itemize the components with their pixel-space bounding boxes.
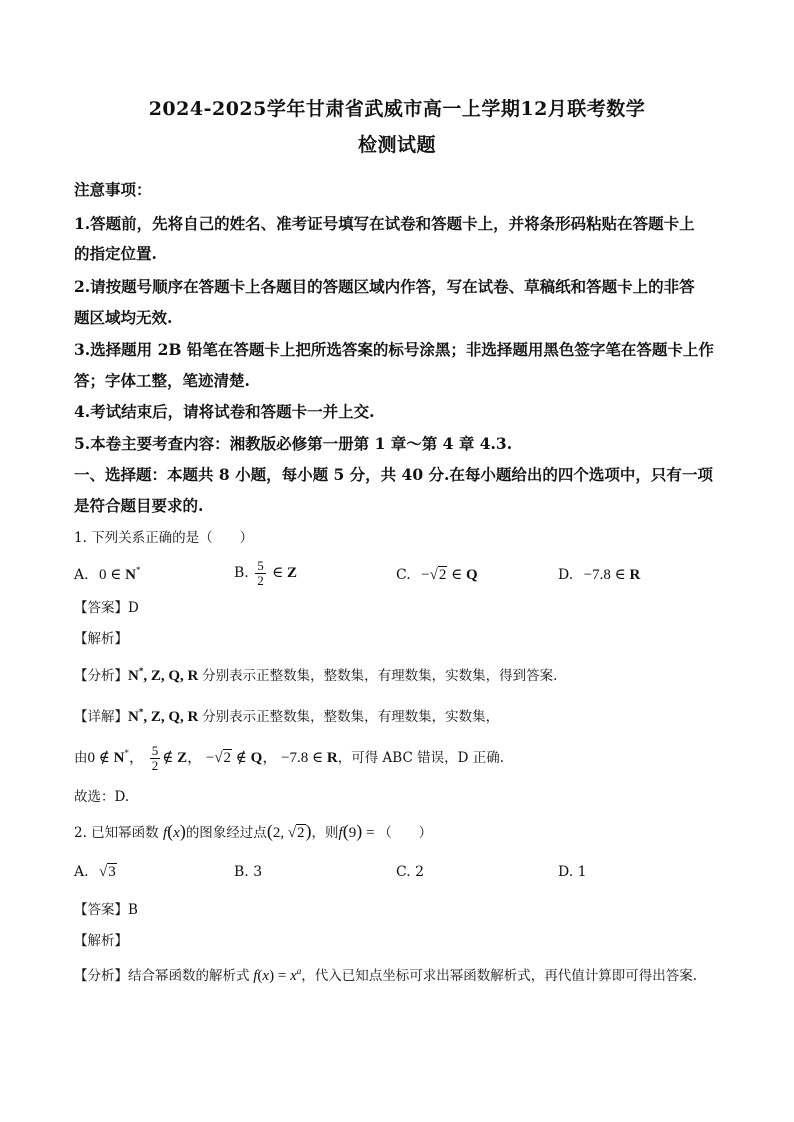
note-1-line-2: 的指定位置. — [74, 244, 157, 263]
q2-point-formula: (2, √2) — [266, 821, 312, 841]
question-2-analysis-heading: 【解析】 — [74, 933, 128, 949]
q2-option-a-label: A. — [74, 864, 89, 880]
q2-function-formula: f(x) — [162, 821, 186, 841]
q2-stem-mid: 的图象经过点 — [185, 825, 267, 841]
q2-fenxi-text: ，代入已知点坐标可求出幂函数解析式，再代值计算即可得出答案. — [301, 968, 698, 984]
question-1-fenxi — [74, 666, 724, 686]
option-b-fraction: $\frac{5}{2}$ — [257, 557, 264, 588]
fenxi-text: 分别表示正整数集，整数集，有理数集，实数集，得到答案. — [202, 668, 558, 684]
note-2-line-2: 题区域均无效. — [74, 308, 173, 327]
q2-fenxi-prefix: 结合幂函数的解析式 — [128, 968, 250, 984]
question-1-conclusion: 故选：D. — [74, 789, 130, 805]
option-d-label: D. — [558, 567, 574, 583]
q2-fenxi-tag: 【分析】 — [74, 968, 128, 984]
option-b-label: B. — [234, 565, 249, 581]
option-a-label: A. — [74, 567, 89, 583]
question-1-option-c — [396, 565, 478, 584]
notes-heading: 注意事项： — [74, 180, 152, 199]
q2-stem-end: （ ） — [378, 825, 433, 841]
question-1-option-d — [558, 565, 640, 584]
question-1-xiangjie — [74, 707, 724, 727]
option-b-formula: ∈ Z — [272, 565, 298, 581]
question-2-fenxi — [74, 966, 724, 986]
question-2-stem — [74, 821, 724, 843]
question-2-answer: 【答案】B — [74, 902, 138, 918]
fenxi-sets-formula: N*, Z, Q, R — [128, 666, 203, 684]
xiangjie-text: 分别表示正整数集，整数集，有理数集，实数集， — [202, 709, 500, 725]
q2-stem-prefix: 2. 已知幂函数 — [74, 825, 159, 841]
note-1-line-1: 1.答题前，先将自己的姓名、准考证号填写在试卷和答题卡上，并将条形码粘贴在答题卡上 — [74, 214, 695, 233]
document-title: 2024-2025学年甘肃省武威市高一上学期12月联考数学 — [148, 98, 646, 120]
q2-power-function-formula: $f(x) = x^a$ — [253, 966, 302, 984]
question-1-stem: 1. 下列关系正确的是（ ） — [74, 530, 254, 546]
derivation-suffix: ，可得 ABC 错误，D 正确. — [337, 750, 504, 766]
document-subtitle: 检测试题 — [357, 134, 436, 156]
question-1-option-b — [234, 551, 297, 588]
question-2-option-b: B. 3 — [234, 864, 263, 880]
q2-option-a-formula: √3 — [99, 864, 116, 880]
derivation-formula: 0 ∉ N*， $\frac{5}{2}$ ∉ Z， −√2 ∉ Q， −7.8 ∈ R — [87, 743, 338, 774]
xiangjie-sets-formula: N*, Z, Q, R — [128, 707, 203, 725]
question-2-option-d: D. 1 — [558, 864, 587, 880]
note-2-line-1: 2.请按题号顺序在答题卡上各题目的答题区域内作答，写在试卷、草稿纸和答题卡上的非答 — [74, 277, 695, 296]
note-5: 5.本卷主要考查内容：湘教版必修第一册第 1 章～第 4 章 4.3. — [74, 434, 513, 453]
question-1-option-a — [74, 565, 140, 584]
option-a-formula: 0 ∈ N* — [99, 565, 141, 583]
fenxi-tag: 【分析】 — [74, 668, 128, 684]
note-3-line-2: 答；字体工整，笔迹清楚. — [74, 371, 250, 390]
option-c-label: C. — [396, 567, 411, 583]
q2-query-formula: f(9) = — [338, 821, 379, 841]
question-1-answer: 【答案】D — [74, 600, 139, 616]
note-3-line-1: 3.选择题用 2B 铅笔在答题卡上把所选答案的标号涂黑；非选择题用黑色签字笔在答题卡上作 — [74, 340, 714, 359]
question-1-analysis-heading: 【解析】 — [74, 631, 128, 647]
question-1-derivation — [74, 740, 724, 776]
question-2-option-c: C. 2 — [396, 864, 425, 880]
derivation-prefix: 由 — [74, 750, 88, 766]
question-2-option-a — [74, 864, 117, 881]
q2-stem-then: ，则 — [311, 825, 339, 841]
section-1-heading-line-1: 一、选择题：本题共 8 小题，每小题 5 分，共 40 分.在每小题给出的四个选项中，只有一项 — [74, 465, 713, 484]
option-c-formula: −√2 ∈ Q — [421, 567, 478, 583]
option-d-formula: −7.8 ∈ R — [583, 567, 641, 583]
section-1-heading-line-2: 是符合题目要求的. — [74, 496, 204, 515]
xiangjie-tag: 【详解】 — [74, 709, 128, 725]
note-4: 4.考试结束后，请将试卷和答题卡一并上交. — [74, 402, 375, 421]
